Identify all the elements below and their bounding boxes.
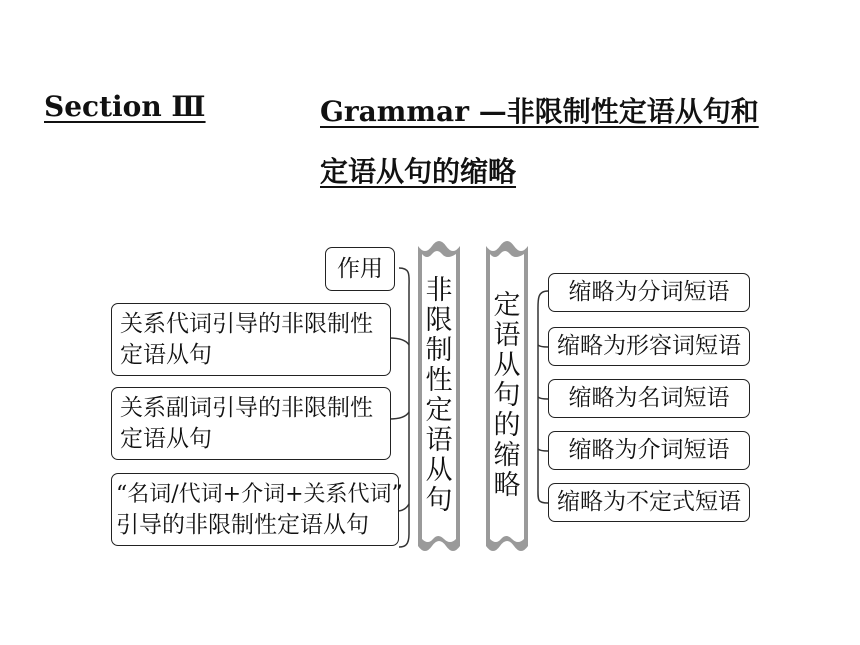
reduction-preposition-box <box>548 431 750 470</box>
preposition-pronoun-box <box>111 473 403 546</box>
reduction-adjective-label: 缩略为形容词短语 <box>557 333 741 359</box>
relative-adverb-line1: 关系副词引导的非限制性 <box>120 394 373 421</box>
relative-pronoun-line2: 定语从句 <box>120 341 212 368</box>
reduction-participle-label: 缩略为分词短语 <box>568 279 730 305</box>
relative-pronoun-box <box>111 303 391 376</box>
non-restrictive-clause-label: 非限制性定语从句 <box>425 275 453 516</box>
relative-pronoun-line1: 关系代词引导的非限制性 <box>120 310 373 337</box>
page-title-line-1: Grammar —非限制性定语从句和 <box>320 95 759 128</box>
section-label: Section Ⅲ <box>44 90 206 123</box>
reduction-noun-box <box>548 379 750 418</box>
reduction-infinitive-box <box>548 483 750 522</box>
preposition-pronoun-line1: “名词/代词+介词+关系代词” <box>116 481 403 507</box>
reduction-participle-box <box>548 273 750 312</box>
right-brace-tick-2 <box>538 397 548 399</box>
left-brace-tick-1 <box>389 338 409 345</box>
reduction-infinitive-label: 缩略为不定式短语 <box>557 489 741 515</box>
usage-box <box>325 247 395 291</box>
right-brace <box>538 291 548 503</box>
right-brace-tick-1 <box>538 345 548 347</box>
relative-adverb-line2: 定语从句 <box>120 425 212 452</box>
preposition-pronoun-line2: 引导的非限制性定语从句 <box>116 511 369 538</box>
left-brace-tick-2 <box>389 412 409 419</box>
reduction-adjective-box <box>548 327 750 366</box>
reduction-preposition-label: 缩略为介词短语 <box>568 437 730 463</box>
page-title-line-2: 定语从句的缩略 <box>320 155 517 188</box>
relative-adverb-box <box>111 387 391 460</box>
right-brace-tick-3 <box>538 449 548 451</box>
reduction-noun-label: 缩略为名词短语 <box>568 385 730 411</box>
usage-label: 作用 <box>337 255 383 282</box>
clause-reduction-label: 定语从句的缩略 <box>493 290 521 501</box>
